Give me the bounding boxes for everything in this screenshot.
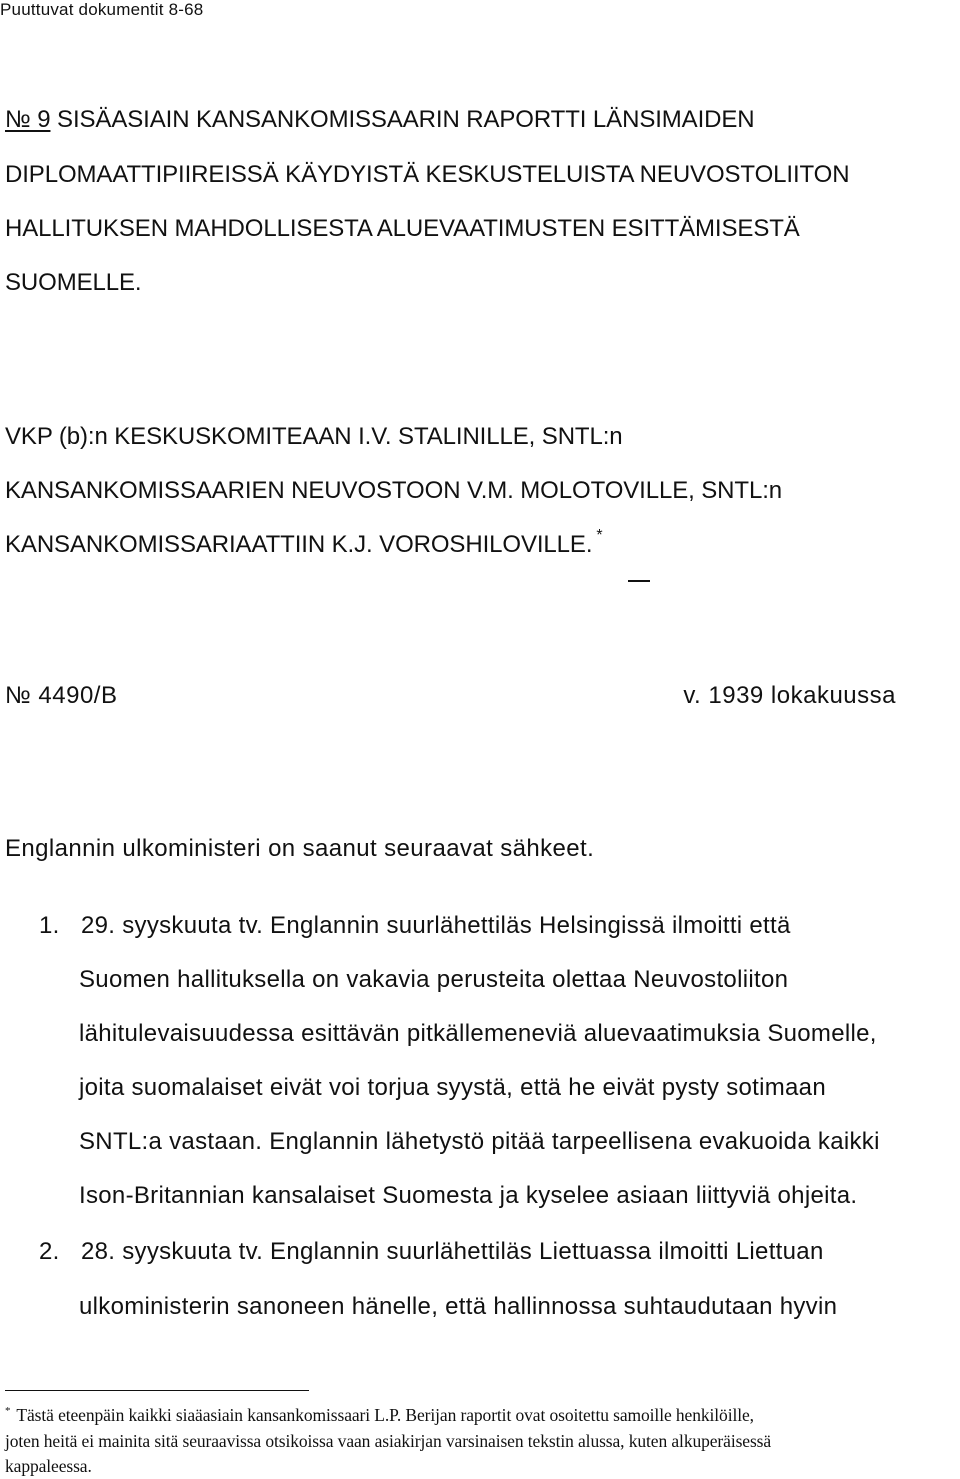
title-text-1: SISÄASIAIN KANSANKOMISSAARIN RAPORTTI LÄNSIMAIDEN [57, 106, 755, 133]
addressee-line-1: VKP (b):n KESKUSKOMITEAAN I.V. STALINILLE, SNTL:n [5, 423, 623, 450]
list-item-1-line-2: Suomen hallituksella on vakavia perusteita olettaa Neuvostoliiton [79, 966, 789, 993]
document-number: № 9 [5, 106, 51, 133]
list-item-2-line-2: ulkoministerin sanoneen hänelle, että hallinnossa suhtaudutaan hyvin [79, 1293, 838, 1320]
list-item-2-first-line [5, 1238, 824, 1266]
intro-paragraph: Englannin ulkoministeri on saanut seuraavat sähkeet. [5, 835, 595, 862]
addressee-text-3: KANSANKOMISSARIAATTIIN K.J. VOROSHILOVILLE. [5, 531, 593, 558]
list-item-1-first-line [5, 912, 791, 940]
footnote-divider [5, 1390, 309, 1391]
list-item-text: 29. syyskuuta tv. Englannin suurlähettiläs Helsingissä ilmoitti että [81, 912, 791, 939]
list-item-1-line-6: Ison-Britannian kansalaiset Suomesta ja kyselee asiaan liittyviä ohjeita. [79, 1182, 858, 1209]
document-title-line-4: SUOMELLE. [5, 269, 142, 296]
addressee-line-3 [5, 527, 603, 559]
document-title-line-1 [5, 106, 755, 134]
footnote-line-3: kappaleessa. [5, 1456, 92, 1476]
list-item-1-line-5: SNTL:a vastaan. Englannin lähetystö pitää tarpeellisena evakuoida kaikki [79, 1128, 880, 1155]
list-item-number: 1. [39, 912, 60, 939]
footnote-line-1 [5, 1405, 754, 1426]
footnote-text-1: Tästä eteenpäin kaikki siaäasiain kansankomissaari L.P. Berijan raportit ovat osoitettu samoille henkilöille, [16, 1405, 754, 1425]
document-title-line-2: DIPLOMAATTIPIIREISSÄ KÄYDYISTÄ KESKUSTELUISTA NEUVOSTOLIITON [5, 161, 850, 188]
footnote-marker: * [5, 1405, 11, 1417]
list-item-text: 28. syyskuuta tv. Englannin suurlähettiläs Liettuassa ilmoitti Liettuan [81, 1238, 824, 1265]
reference-number: № 4490/B [5, 682, 118, 709]
list-item-1-line-3: lähitulevaisuudessa esittävän pitkällemeneviä aluevaatimuksia Suomelle, [79, 1020, 877, 1047]
footnote-reference: * [596, 527, 603, 544]
footnote-line-2: joten heitä ei mainita sitä seuraavissa otsikoissa vaan asiakirjan varsinaisen tekstin alussa, kuten alkuperäisessä [5, 1431, 772, 1451]
document-title-line-3: HALLITUKSEN MAHDOLLISESTA ALUEVAATIMUSTEN ESITTÄMISESTÄ [5, 215, 800, 242]
addressee-line-2: KANSANKOMISSAARIEN NEUVOSTOON V.M. MOLOTOVILLE, SNTL:n [5, 477, 783, 504]
reference-date: v. 1939 lokakuussa [683, 682, 896, 709]
list-item-number: 2. [39, 1238, 60, 1265]
list-item-1-line-4: joita suomalaiset eivät voi torjua syystä, että he eivät pysty sotimaan [79, 1074, 826, 1101]
footnote-reference-dash [628, 580, 650, 582]
page-header: Puuttuvat dokumentit 8-68 [0, 0, 204, 19]
